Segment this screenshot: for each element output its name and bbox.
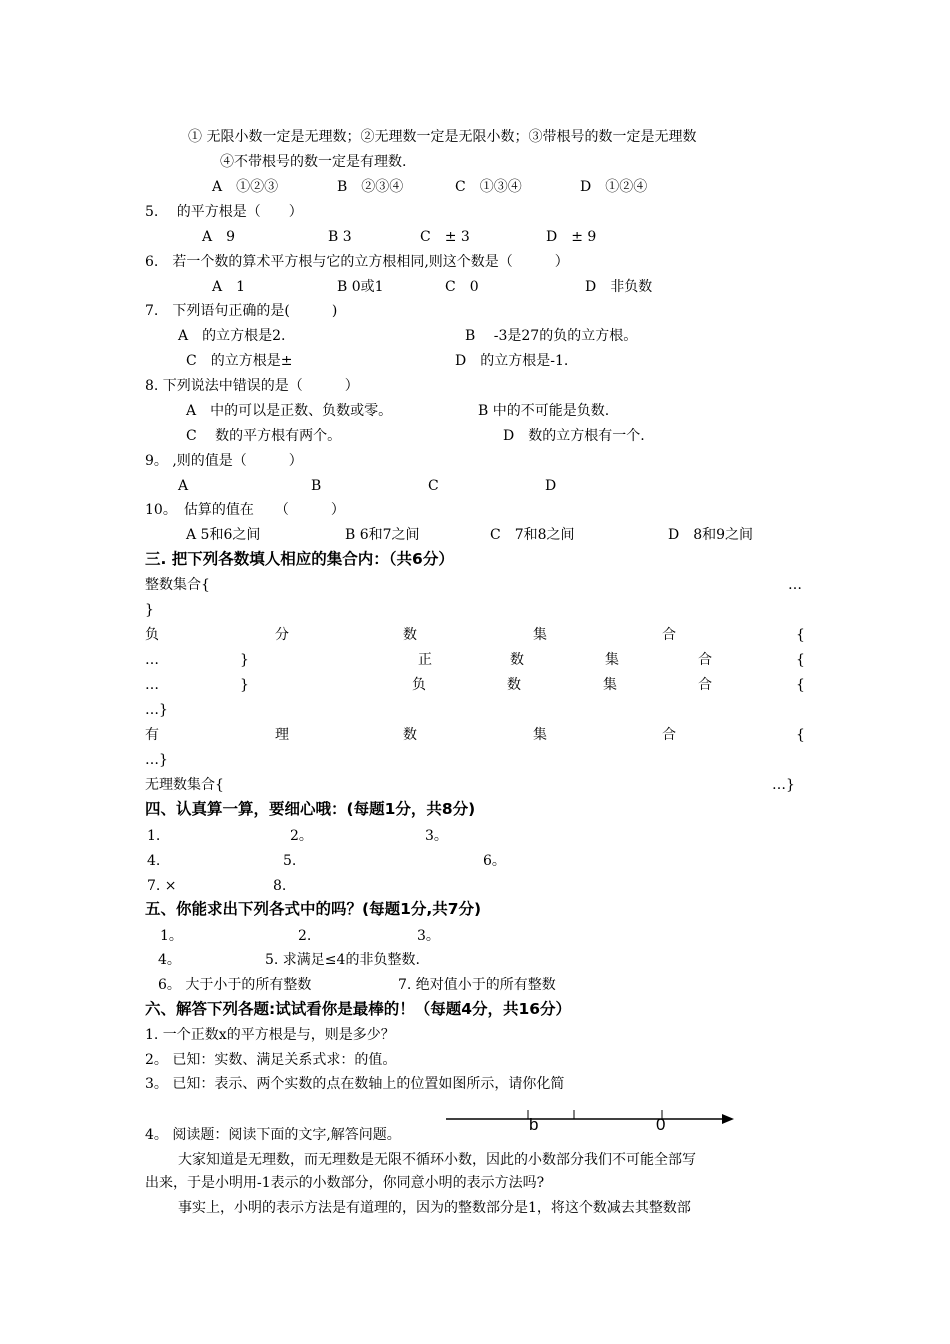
q9-option-b: B	[311, 478, 322, 494]
q7-stem: 7. 下列语句正确的是( )	[145, 303, 338, 319]
pos-set-char-2: 数	[510, 652, 524, 668]
sec4-item-3: 3。	[425, 828, 448, 844]
q8-option-a: A 中的可以是正数、负数或零。	[186, 403, 393, 419]
q5-stem: 5. 的平方根是（ ）	[145, 204, 303, 220]
q4-statement-line-1: ① 无限小数一定是无理数；②无理数一定是无限小数；③带根号的数一定是无理数	[188, 129, 697, 145]
q8-option-b: B 中的不可能是负数.	[478, 403, 610, 419]
q6-option-c: C 0	[445, 279, 479, 295]
sec5-item-1: 1。	[160, 928, 183, 944]
section-6-title: 六、解答下列各题:试试看你是最棒的！（每题4分，共16分）	[145, 1000, 572, 1018]
q4-statement-line-2: ④不带根号的数一定是有理数.	[220, 154, 407, 170]
pos-set-close: }	[240, 652, 249, 668]
sec4-item-5: 5.	[283, 853, 297, 869]
q10-option-b: B 6和7之间	[345, 527, 420, 543]
q5-option-c: C ± 3	[420, 229, 470, 245]
q9-option-d: D	[545, 478, 557, 494]
neg-frac-char-4: 集	[533, 627, 547, 643]
neg-frac-char-1: 负	[145, 627, 159, 643]
rational-char-4: 集	[533, 727, 547, 743]
neg-set-close: }	[240, 677, 249, 693]
section-4-title: 四、认真算一算，要细心哦：(每题1分，共8分)	[145, 800, 476, 818]
rational-char-2: 理	[275, 727, 289, 743]
neg-set-brace: {	[796, 677, 805, 693]
q6-stem: 6. 若一个数的算术平方根与它的立方根相同,则这个数是（ ）	[145, 254, 569, 270]
sec6-question-2: 2。 已知：实数、满足关系式求：的值。	[145, 1052, 397, 1068]
q9-option-c: C	[428, 478, 439, 494]
integer-set-ellipsis: …	[788, 577, 802, 593]
irrational-set-label: 无理数集合{	[145, 777, 224, 793]
q7-option-b: B -3是27的负的立方根。	[465, 328, 638, 344]
q6-option-b: B 0或1	[337, 279, 384, 295]
q7-option-a: A 的立方根是2.	[178, 328, 286, 344]
neg-frac-char-2: 分	[275, 627, 289, 643]
q5-option-d: D ± 9	[546, 229, 597, 245]
sec6-question-1: 1. 一个正数x的平方根是与，则是多少？	[145, 1027, 395, 1043]
q4-option-c: C ①③④	[455, 179, 522, 195]
q8-stem: 8. 下列说法中错误的是（ ）	[145, 378, 359, 394]
rational-char-5: 合	[662, 727, 676, 743]
q7-option-d: D 的立方根是-1.	[455, 353, 569, 369]
q6-option-d: D 非负数	[585, 279, 653, 295]
q5-option-b: B 3	[328, 229, 352, 245]
q10-option-a: A 5和6之间	[186, 527, 261, 543]
reading-para-1a: 大家知道是无理数，而无理数是无限不循环小数，因此的小数部分我们不可能全部写	[178, 1152, 696, 1168]
q8-option-c: C 数的平方根有两个。	[186, 428, 342, 444]
rational-char-3: 数	[403, 727, 417, 743]
pos-set-brace: {	[796, 652, 805, 668]
sec5-item-2: 2.	[298, 928, 312, 944]
q4-option-a: A ①②③	[212, 179, 279, 195]
integer-set-label: 整数集合{	[145, 577, 210, 593]
sec5-item-7: 7. 绝对值小于的所有整数	[398, 977, 556, 993]
neg-set-char-2: 数	[507, 677, 521, 693]
neg-set-char-1: 负	[412, 677, 426, 693]
integer-set-close: }	[145, 602, 154, 618]
reading-para-2: 事实上，小明的表示方法是有道理的，因为的整数部分是1，将这个数减去其整数部	[178, 1200, 691, 1216]
neg-set-ellipsis: …	[145, 677, 159, 693]
rational-brace: {	[796, 727, 805, 743]
neg-frac-char-5: 合	[662, 627, 676, 643]
q6-option-a: A 1	[212, 279, 246, 295]
irrational-set-end: …}	[772, 777, 795, 793]
neg-set-char-4: 合	[698, 677, 712, 693]
q4-option-b: B ②③④	[337, 179, 404, 195]
sec5-item-6: 6。 大于小于的所有整数	[158, 977, 312, 993]
q9-stem: 9。 ,则的值是（ ）	[145, 453, 303, 469]
q4-option-d: D ①②④	[580, 179, 648, 195]
sec4-item-6: 6。	[483, 853, 506, 869]
q8-option-d: D 数的立方根有一个.	[503, 428, 645, 444]
sec4-item-1: 1.	[147, 828, 161, 844]
section-3-title: 三. 把下列各数填人相应的集合内：（共6分）	[145, 550, 454, 568]
q10-stem: 10。 估算的值在 （ ）	[145, 502, 345, 518]
neg-set-end: …}	[145, 702, 168, 718]
rational-char-1: 有	[145, 727, 159, 743]
sec5-item-3: 3。	[417, 928, 440, 944]
neg-set-char-3: 集	[603, 677, 617, 693]
q9-option-a: A	[178, 478, 189, 494]
axis-label-zero: 0	[656, 1115, 666, 1134]
neg-frac-char-3: 数	[403, 627, 417, 643]
sec4-item-2: 2。	[290, 828, 313, 844]
q10-option-c: C 7和8之间	[490, 527, 575, 543]
sec6-question-3: 3。 已知：表示、两个实数的点在数轴上的位置如图所示，请你化简	[145, 1076, 565, 1092]
rational-end: …}	[145, 752, 168, 768]
sec6-question-4: 4。 阅读题：阅读下面的文字,解答问题。	[145, 1127, 401, 1143]
sec4-item-7: 7. ×	[147, 878, 177, 894]
q5-option-a: A 9	[202, 229, 236, 245]
reading-para-1b: 出来，于是小明用-1表示的小数部分，你同意小明的表示方法吗?	[145, 1175, 545, 1191]
section-5-title: 五、你能求出下列各式中的吗？(每题1分,共7分)	[145, 900, 482, 918]
axis-label-b: b	[529, 1115, 539, 1134]
sec5-item-4: 4。	[158, 952, 181, 968]
q7-option-c: C 的立方根是±	[186, 353, 293, 369]
sec4-item-8: 8.	[273, 878, 287, 894]
sec5-item-5: 5. 求满足≤4的非负整数.	[265, 952, 420, 968]
sec4-item-4: 4.	[147, 853, 161, 869]
neg-frac-brace: {	[796, 627, 805, 643]
pos-set-char-4: 合	[698, 652, 712, 668]
pos-set-ellipsis: …	[145, 652, 159, 668]
q10-option-d: D 8和9之间	[668, 527, 754, 543]
pos-set-char-1: 正	[418, 652, 432, 668]
number-line-arrow	[722, 1114, 734, 1124]
number-line-figure	[440, 1102, 740, 1142]
pos-set-char-3: 集	[605, 652, 619, 668]
